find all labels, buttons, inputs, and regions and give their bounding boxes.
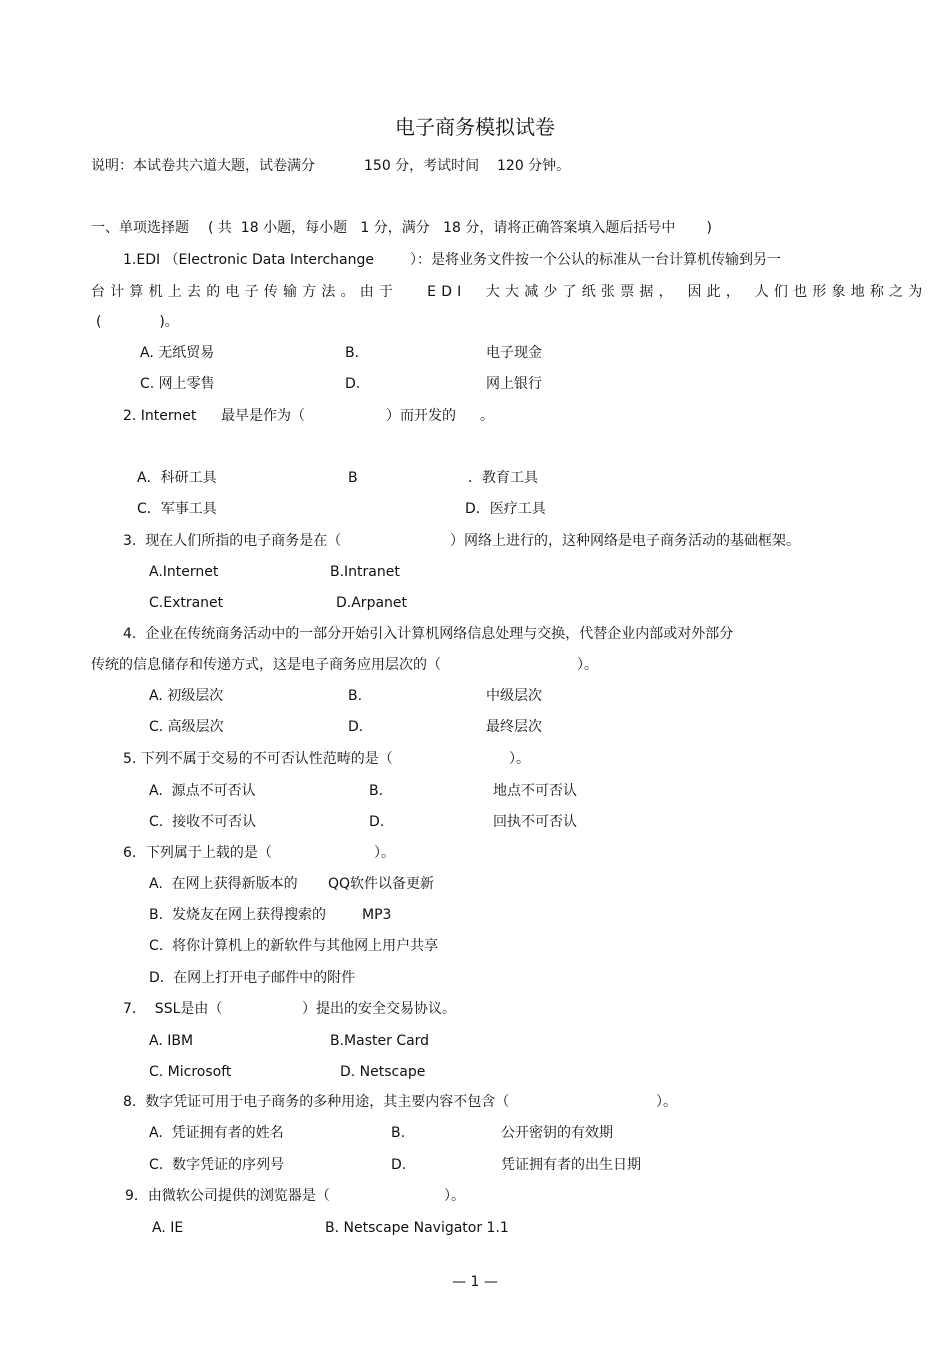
q4-option-d: 最终层次 — [486, 719, 542, 735]
q6-stem-part2: ）。 — [374, 845, 395, 861]
q9-option-a: A. IE — [152, 1220, 184, 1236]
q2-stem-part3: ）而开发的 — [386, 408, 456, 424]
q5-option-b: 地点不可否认 — [493, 783, 577, 799]
q8-option-b-label: B. — [391, 1125, 406, 1141]
q1-option-d-label: D. — [345, 376, 361, 392]
q3-option-c: C.Extranet — [149, 595, 224, 611]
q2-stem-part1: 2. Internet — [123, 408, 197, 424]
q9-stem-part1: 9．由微软公司提供的浏览器是（ — [125, 1188, 330, 1204]
q1-stem-line2: 台计算机上去的电子传输方法。由于 EDI 大大减少了纸张票据， 因此， 人们也形象地称之为 — [91, 284, 928, 300]
q7-option-d: D. Netscape — [340, 1064, 426, 1080]
q2-option-b-label: B — [348, 470, 358, 486]
section-detail: ( 共 18 小题，每小题 1 分，满分 18 分，请将正确答案填入题后括号中 ) — [208, 220, 713, 236]
q7-option-a: A. IBM — [149, 1033, 194, 1049]
q5-option-d: 回执不可否认 — [493, 814, 577, 830]
q3-stem-part2: ）网络上进行的，这种网络是电子商务活动的基础框架。 — [450, 533, 800, 549]
q7-stem-part2: ）提出的安全交易协议。 — [302, 1001, 456, 1017]
q5-stem-part2: ）。 — [509, 751, 530, 767]
q4-option-c: C. 高级层次 — [149, 719, 224, 735]
q2-option-c: C．军事工具 — [137, 501, 217, 517]
q4-option-b: 中级层次 — [486, 688, 542, 704]
q3-stem-part1: 3. 现在人们所指的电子商务是在（ — [123, 533, 342, 549]
q6-option-a-part1: A. 在网上获得新版本的 — [149, 876, 298, 892]
q5-option-b-label: B. — [369, 783, 384, 799]
q1-option-b-label: B. — [345, 345, 360, 361]
q6-option-b-part2: MP3 — [362, 907, 392, 923]
q9-option-b: B. Netscape Navigator 1.1 — [325, 1220, 509, 1236]
q7-option-b: B.Master Card — [330, 1033, 430, 1049]
page-number: — 1 — — [452, 1274, 498, 1290]
q1-stem-line3: ( )。 — [96, 314, 179, 330]
q4-option-d-label: D. — [348, 719, 364, 735]
q5-stem-part1: 5. 下列不属于交易的不可否认性范畴的是（ — [123, 751, 393, 767]
q2-stem-part2: 最早是作为（ — [221, 408, 305, 424]
q4-option-a: A. 初级层次 — [149, 688, 224, 704]
q2-option-d: D．医疗工具 — [465, 501, 546, 517]
q4-option-b-label: B. — [348, 688, 363, 704]
q2-option-b: ．教育工具 — [468, 470, 538, 486]
q3-option-a: A.Internet — [149, 564, 219, 580]
q1-option-a: A. 无纸贸易 — [140, 345, 215, 361]
q1-stem-part1: 1.EDI （Electronic Data Interchange — [123, 252, 374, 268]
instructions-score: 150 分，考试时间 — [364, 158, 480, 174]
q8-option-a: A. 凭证拥有者的姓名 — [149, 1125, 284, 1141]
q8-stem-part1: 8. 数字凭证可用于电子商务的多种用途，其主要内容不包含（ — [123, 1094, 510, 1110]
q1-stem-part2: ）：是将业务文件按一个公认的标准从一台计算机传输到另一 — [410, 252, 781, 268]
q3-option-d: D.Arpanet — [336, 595, 408, 611]
q5-option-d-label: D. — [369, 814, 385, 830]
q8-option-d-label: D. — [391, 1157, 407, 1173]
section-heading: 一、单项选择题 — [91, 220, 189, 236]
q1-option-c: C. 网上零售 — [140, 376, 215, 392]
q6-option-b-part1: B. 发烧友在网上获得搜索的 — [149, 907, 326, 923]
q8-option-c: C. 数字凭证的序列号 — [149, 1157, 285, 1173]
q6-stem-part1: 6．下列属于上载的是（ — [123, 845, 272, 861]
q4-stem-line2-part1: 传统的信息储存和传递方式，这是电子商务应用层次的（ — [91, 657, 441, 673]
q7-option-c: C. Microsoft — [149, 1064, 232, 1080]
q5-option-c: C. 接收不可否认 — [149, 814, 257, 830]
instructions-prefix: 说明：本试卷共六道大题，试卷满分 — [91, 158, 315, 174]
q4-stem-line2-part2: ）。 — [577, 657, 598, 673]
q2-stem-part4: 。 — [480, 408, 494, 424]
q3-option-b: B.Intranet — [330, 564, 400, 580]
q8-stem-part2: ）。 — [656, 1094, 677, 1110]
q6-option-d: D. 在网上打开电子邮件中的附件 — [149, 970, 356, 986]
q7-stem-part1: 7． SSL是由（ — [123, 1001, 223, 1017]
q8-option-b: 公开密钥的有效期 — [501, 1125, 613, 1141]
q2-option-a: A．科研工具 — [137, 470, 217, 486]
instructions-time: 120 分钟。 — [497, 158, 571, 174]
q6-option-c: C. 将你计算机上的新软件与其他网上用户共享 — [149, 938, 439, 954]
q9-stem-part2: ）。 — [444, 1188, 465, 1204]
q1-option-b: 电子现金 — [486, 345, 542, 361]
q6-option-a-part2: QQ软件以备更新 — [328, 876, 435, 892]
q4-stem-line1: 4. 企业在传统商务活动中的一部分开始引入计算机网络信息处理与交换，代替企业内部或对外部分 — [123, 626, 734, 642]
q8-option-d: 凭证拥有者的出生日期 — [501, 1157, 641, 1173]
q5-option-a: A. 源点不可否认 — [149, 783, 256, 799]
exam-title: 电子商务模拟试卷 — [395, 115, 555, 139]
q1-option-d: 网上银行 — [486, 376, 542, 392]
